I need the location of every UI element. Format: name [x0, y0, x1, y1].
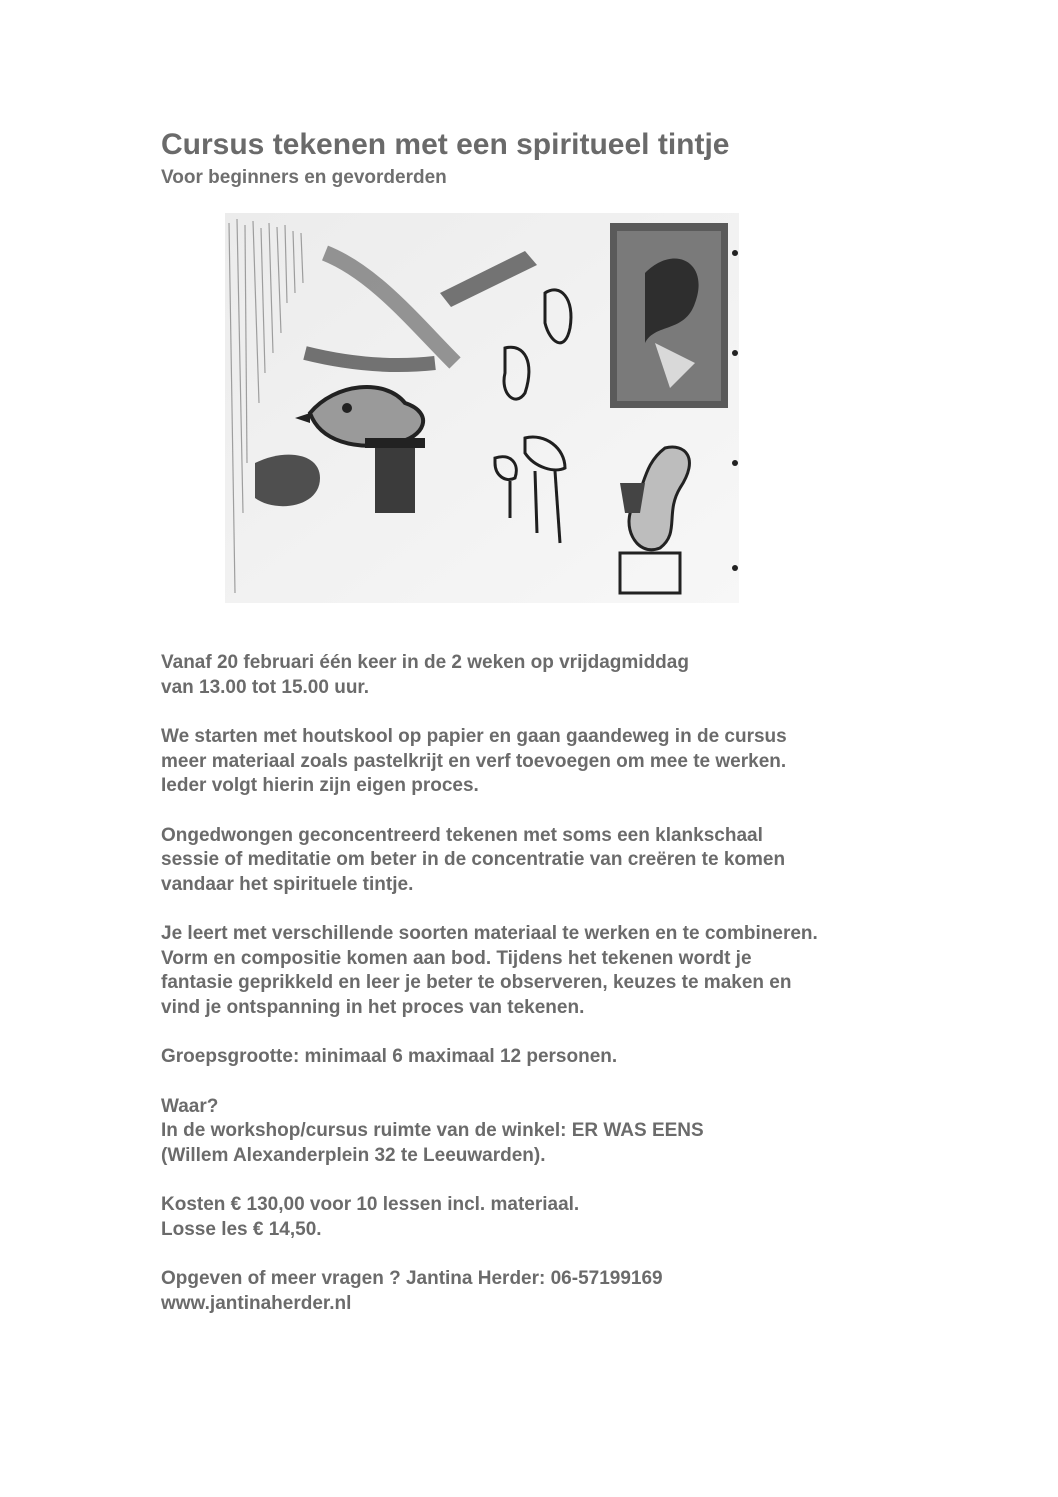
paragraph: [161, 824, 921, 898]
paragraph-line: Vorm en compositie komen aan bod. Tijdens het tekenen wordt je: [161, 947, 752, 969]
paragraph-line: Waar?: [161, 1095, 219, 1117]
paragraph: [161, 725, 921, 799]
paragraph: [161, 651, 921, 700]
paragraph-line: meer materiaal zoals pastelkrijt en verf toevoegen om mee te werken.: [161, 750, 787, 772]
paragraph-line: Ieder volgt hierin zijn eigen proces.: [161, 775, 479, 796]
charcoal-bird-drawing-image: [225, 213, 739, 603]
paragraph-line: We starten met houtskool op papier en gaan gaandeweg in de cursus: [161, 726, 787, 747]
paragraph-line: Losse les € 14,50.: [161, 1218, 322, 1240]
paragraph-line: In de workshop/cursus ruimte van de winkel: ER WAS EENS: [161, 1120, 704, 1141]
page-subtitle: Voor beginners en gevorderden: [161, 167, 447, 188]
paragraph-line: sessie of meditatie om beter in de concentratie van creëren te komen: [161, 849, 786, 870]
paragraph-line: (Willem Alexanderplein 32 te Leeuwarden).: [161, 1144, 546, 1166]
paragraph-line: Groepsgrootte: minimaal 6 maximaal 12 personen.: [161, 1046, 618, 1067]
paragraph: [161, 1267, 921, 1316]
paragraph: [161, 1045, 921, 1070]
paragraph-line: Opgeven of meer vragen ? Jantina Herder: 06-57199169: [161, 1268, 663, 1289]
paragraph-line: Kosten € 130,00 voor 10 lessen incl. materiaal.: [161, 1194, 580, 1215]
paragraph-line: vandaar het spirituele tintje.: [161, 873, 414, 895]
page-title: Cursus tekenen met een spiritueel tintje: [161, 128, 730, 161]
paragraph-line: vind je ontspanning in het proces van tekenen.: [161, 996, 585, 1018]
paragraph-line: Vanaf 20 februari één keer in de 2 weken op vrijdagmiddag: [161, 652, 689, 673]
paragraph: [161, 922, 921, 1020]
paragraph: [161, 1095, 921, 1169]
paragraph-line: www.jantinaherder.nl: [161, 1292, 352, 1314]
paragraph-line: Ongedwongen geconcentreerd tekenen met soms een klankschaal: [161, 824, 763, 846]
flyer-body: [161, 651, 921, 1341]
paragraph-line: Je leert met verschillende soorten materiaal te werken en te combineren.: [161, 923, 818, 944]
paragraph-line: fantasie geprikkeld en leer je beter te observeren, keuzes te maken en: [161, 972, 792, 993]
paragraph-line: van 13.00 tot 15.00 uur.: [161, 676, 370, 698]
paragraph: [161, 1193, 921, 1242]
